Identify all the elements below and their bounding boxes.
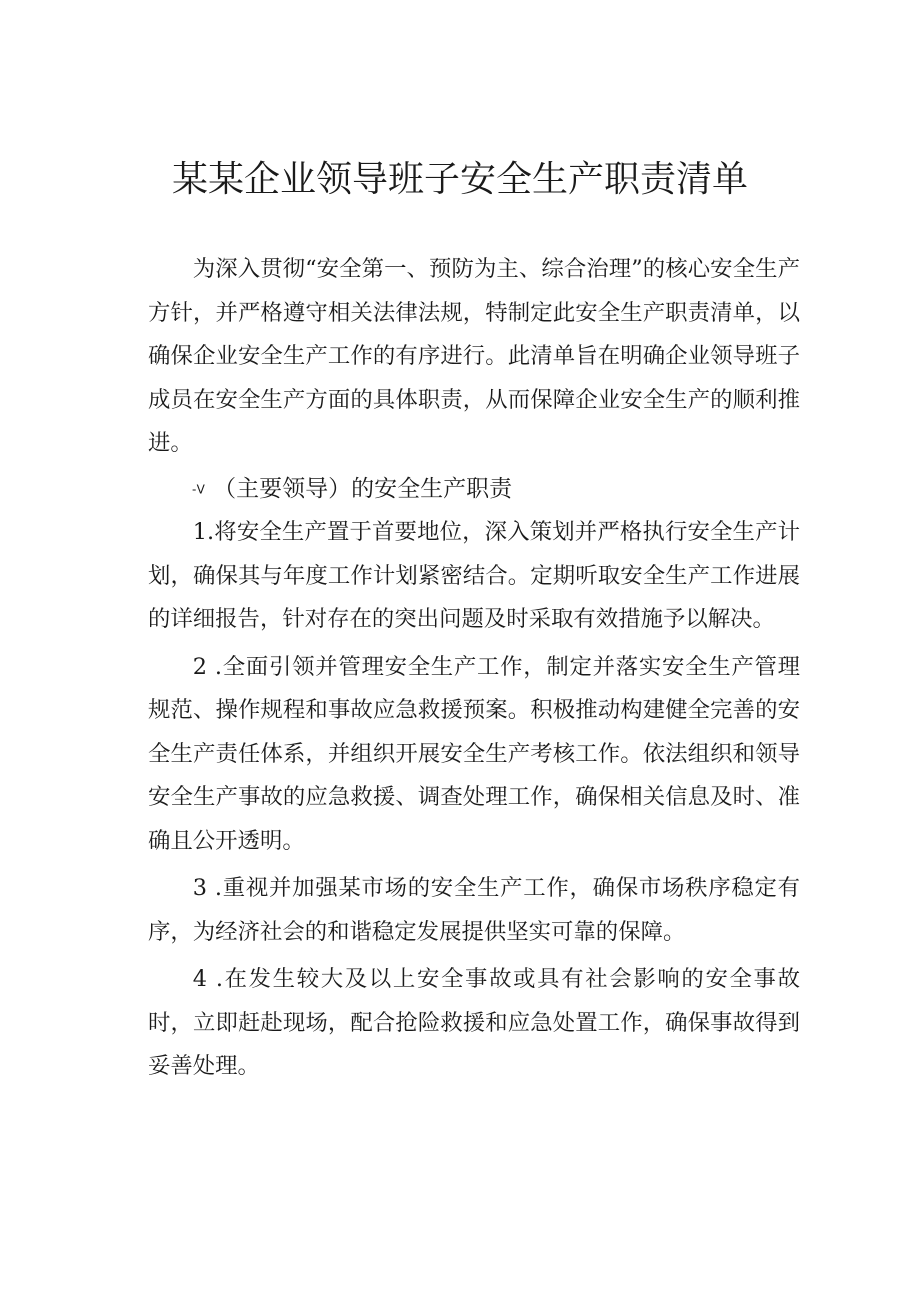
document-body [148, 248, 800, 1089]
list-item: 3 .重视并加强某市场的安全生产工作，确保市场秩序稳定有序，为经济社会的和谐稳定发展提供坚实可靠的保障。 [148, 875, 800, 945]
section-heading-text: （主要领导）的安全生产职责 [213, 475, 513, 502]
list-item: 1.将安全生产置于首要地位，深入策划并严格执行安全生产计划，确保其与年度工作计划紧密结合。定期听取安全生产工作进展的详细报告，针对存在的突出问题及时采取有效措施予以解决。 [148, 519, 800, 632]
section-prefix: -V [192, 482, 206, 496]
list-item: 4 .在发生较大及以上安全事故或具有社会影响的安全事故时，立即赶赴现场，配合抢险救援和应急处置工作，确保事故得到妥善处理。 [148, 966, 800, 1079]
section-heading [148, 468, 800, 511]
document-title: 某某企业领导班子安全生产职责清单 [171, 159, 748, 200]
intro-paragraph: 为深入贯彻“安全第一、预防为主、综合治理”的核心安全生产方针，并严格遵守相关法律法规，特制定此安全生产职责清单，以确保企业安全生产工作的有序进行。此清单旨在明确企业领导班子成员在安全生产方面的具体职责，从而保障企业安全生产的顺利推进。 [148, 256, 800, 456]
list-item: 2 .全面引领并管理安全生产工作，制定并落实安全生产管理规范、操作规程和事故应急救援预案。积极推动构建健全完善的安全生产责任体系，并组织开展安全生产考核工作。依法组织和领导安全生产事故的应急救援、调查处理工作，确保相关信息及时、准确且公开透明。 [148, 653, 800, 854]
